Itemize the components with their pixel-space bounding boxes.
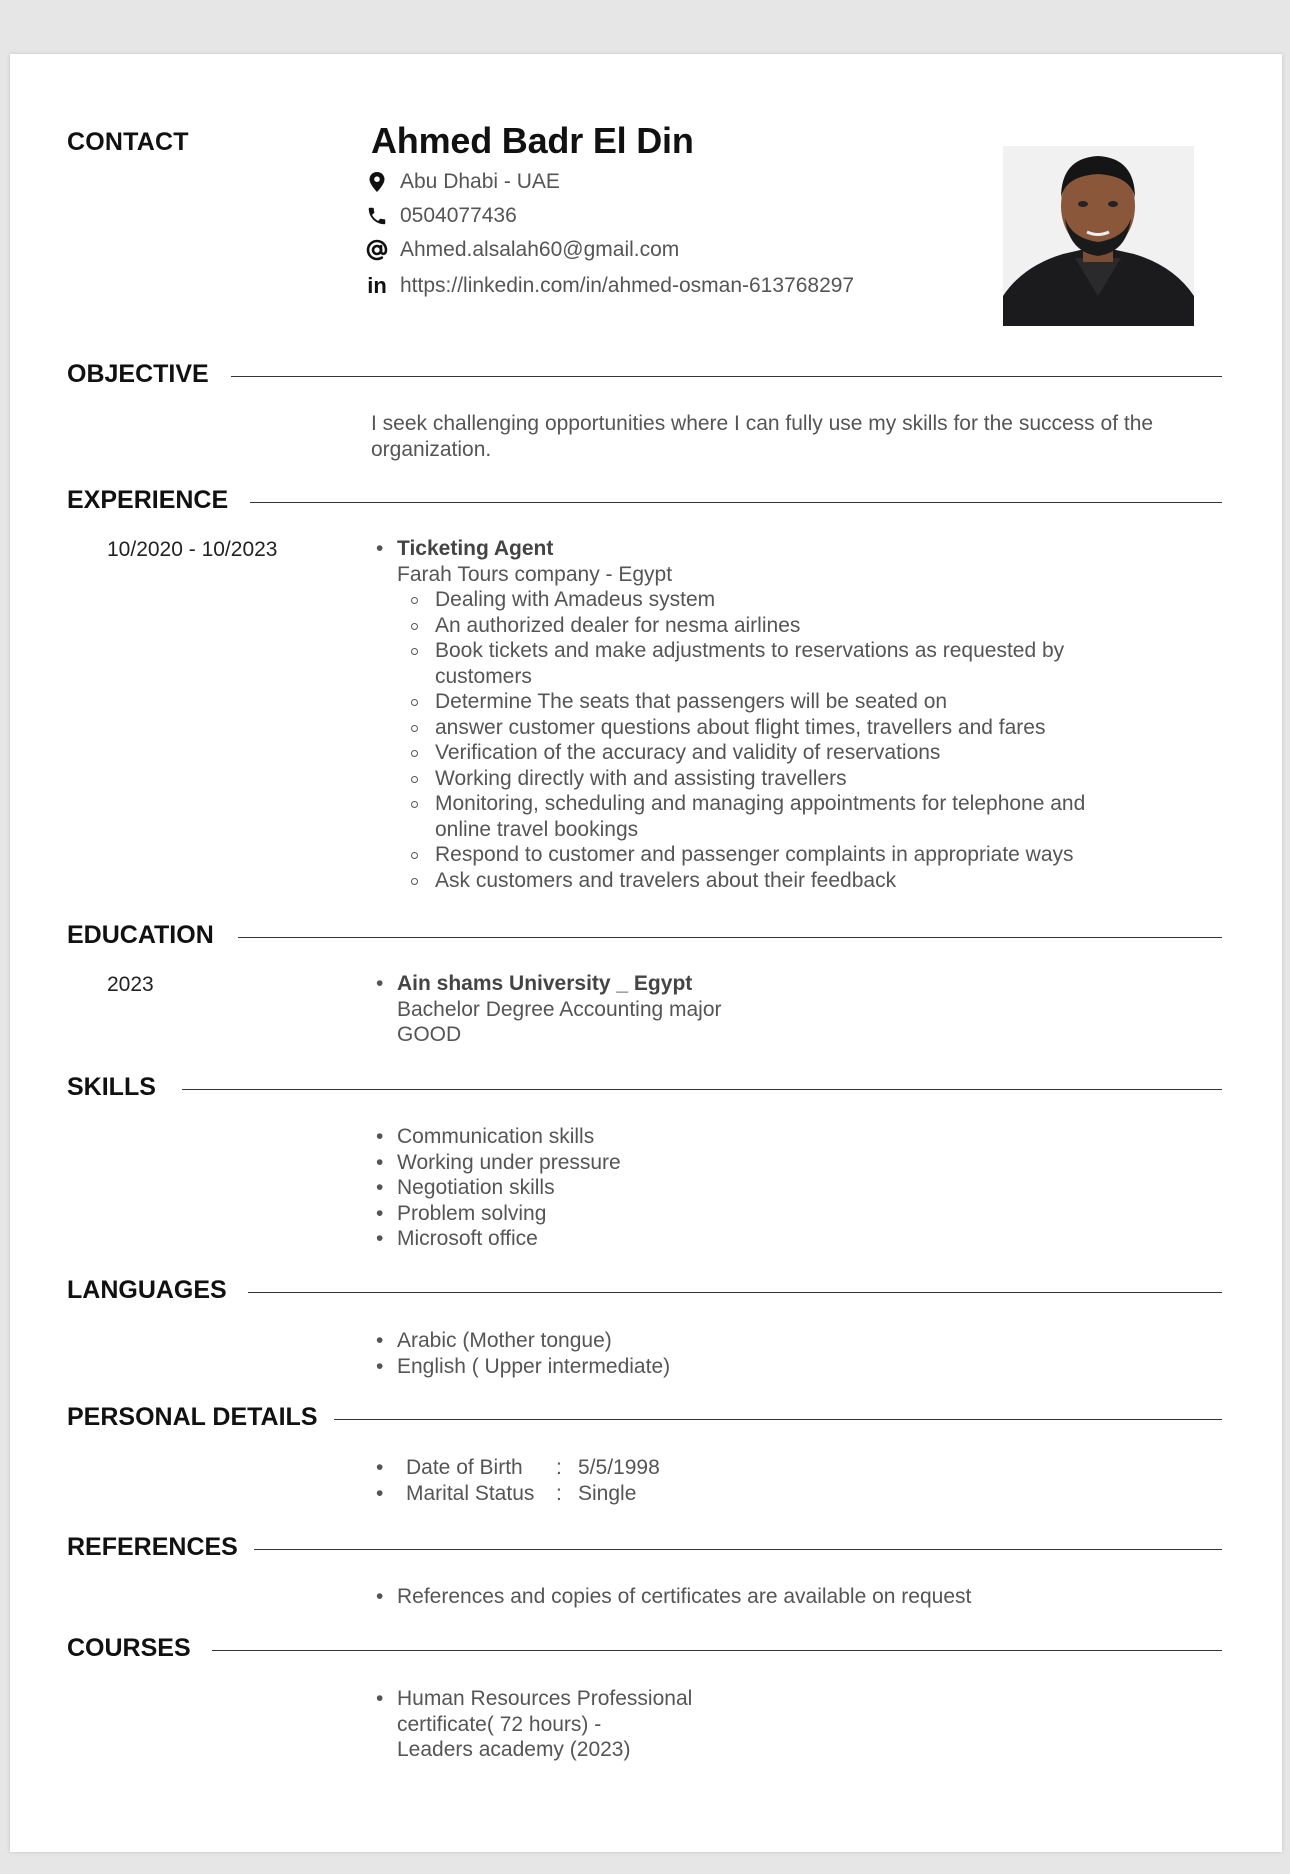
experience-list [371, 536, 1221, 893]
section-title-courses: COURSES [67, 1634, 191, 1662]
phone-icon [364, 203, 390, 229]
experience-date: 10/2020 - 10/2023 [107, 538, 278, 561]
languages-list [371, 1328, 670, 1379]
contact-list [364, 166, 854, 305]
personal-details-list [371, 1455, 660, 1506]
section-title-references: REFERENCES [67, 1533, 238, 1561]
section-title-languages: LANGUAGES [67, 1276, 227, 1304]
contact-location [364, 166, 854, 198]
at-sign-icon [364, 237, 390, 263]
section-divider [212, 1650, 1222, 1651]
section-title-education: EDUCATION [67, 921, 214, 949]
profile-photo [1003, 146, 1194, 326]
marital-status-value: Single [578, 1481, 637, 1505]
course-item [371, 1686, 692, 1763]
duty-item: An authorized dealer for nesma airlines [371, 613, 1131, 639]
duty-item: Working directly with and assisting travellers [371, 766, 1131, 792]
contact-heading: CONTACT [67, 128, 189, 156]
skill-item: • Microsoft office [371, 1226, 621, 1252]
email-text[interactable]: Ahmed.alsalah60@gmail.com [400, 238, 680, 261]
section-divider [334, 1419, 1222, 1420]
reference-item: • References and copies of certificates are available on request [371, 1584, 971, 1610]
grade: GOOD [397, 1023, 462, 1046]
degree: Bachelor Degree Accounting major [397, 997, 722, 1021]
language-item: • Arabic (Mother tongue) [371, 1328, 670, 1354]
duty-item: answer customer questions about flight times, travellers and fares [371, 715, 1131, 741]
contact-phone [364, 198, 854, 233]
duty-item: Dealing with Amadeus system [371, 587, 1131, 613]
duty-item: Verification of the accuracy and validity of reservations [371, 740, 1131, 766]
contact-linkedin [364, 267, 854, 305]
skill-item: • Working under pressure [371, 1150, 621, 1176]
dob-value: 5/5/1998 [578, 1456, 660, 1479]
candidate-name: Ahmed Badr El Din [371, 120, 694, 161]
language-item: • English ( Upper intermediate) [371, 1354, 670, 1380]
duty-item: Book tickets and make adjustments to reservations as requested by customers [371, 638, 1131, 689]
experience-item [371, 536, 1221, 893]
section-divider [231, 376, 1222, 377]
skill-item: • Problem solving [371, 1201, 621, 1227]
phone-text: 0504077436 [400, 203, 517, 227]
duty-item: Monitoring, scheduling and managing appointments for telephone and online travel bookings [371, 791, 1131, 842]
section-title-objective: OBJECTIVE [67, 360, 209, 388]
location-text: Abu Dhabi - UAE [400, 170, 560, 193]
duties-list [371, 587, 1131, 893]
duty-item: Determine The seats that passengers will be seated on [371, 689, 1131, 715]
section-divider [182, 1089, 1222, 1090]
dob-separator: : [556, 1456, 562, 1479]
courses-list [371, 1686, 692, 1763]
course-line: • Human Resources Professional [397, 1687, 693, 1710]
contact-email [364, 233, 854, 267]
section-divider [238, 937, 1222, 938]
section-title-personal-details: PERSONAL DETAILS [67, 1403, 318, 1431]
duty-item: Respond to customer and passenger complaints in appropriate ways [371, 842, 1131, 868]
resume-page [10, 54, 1282, 1852]
section-divider [248, 1292, 1222, 1293]
linkedin-icon: in [367, 273, 387, 298]
section-title-experience: EXPERIENCE [67, 486, 229, 514]
references-list [371, 1584, 971, 1610]
marital-status-item [371, 1481, 660, 1507]
skill-item: • Negotiation skills [371, 1175, 621, 1201]
linkedin-link[interactable]: https://linkedin.com/in/ahmed-osman-613768297 [400, 274, 855, 297]
school-name: • Ain shams University _ Egypt [397, 972, 693, 995]
skill-item: • Communication skills [371, 1124, 621, 1150]
skills-list [371, 1124, 621, 1252]
section-divider [254, 1549, 1222, 1550]
marital-status-label: • Marital Status [406, 1481, 535, 1505]
duty-item: Ask customers and travelers about their feedback [371, 868, 1131, 894]
section-title-skills: SKILLS [67, 1073, 156, 1101]
section-divider [250, 502, 1222, 503]
education-date: 2023 [107, 973, 154, 996]
marital-status-separator: : [556, 1481, 562, 1505]
dob-label: • Date of Birth [406, 1456, 523, 1479]
course-line: Leaders academy (2023) [397, 1738, 631, 1761]
map-pin-icon [364, 169, 390, 195]
education-list [371, 971, 722, 1048]
course-line: certificate( 72 hours) - [397, 1712, 602, 1736]
job-title: • Ticketing Agent [397, 537, 554, 560]
company: Farah Tours company - Egypt [397, 562, 673, 586]
dob-item [371, 1455, 660, 1481]
objective-text: I seek challenging opportunities where I can fully use my skills for the success of the organization. [371, 412, 1154, 461]
education-item [371, 971, 722, 1048]
